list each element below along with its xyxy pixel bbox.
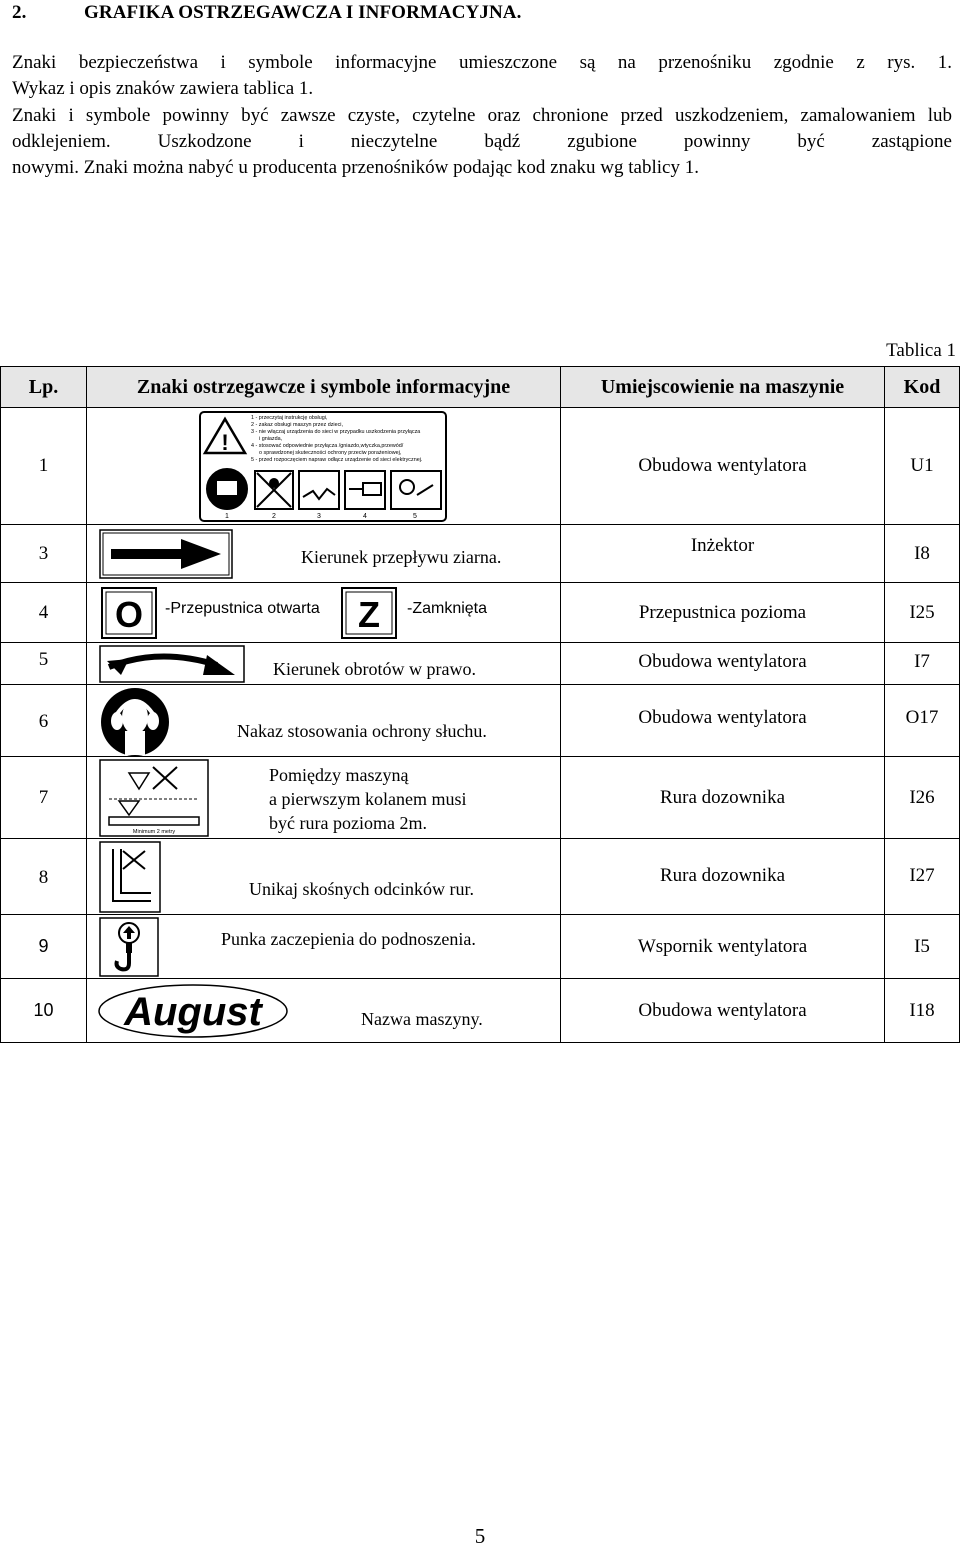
horizontal-pipe-length-icon [99,759,209,837]
row-code: I25 [885,583,960,643]
row-sign [87,685,561,757]
row-sign [87,839,561,915]
table-row [1,757,960,839]
paragraph-1-line-1: Znaki bezpieczeństwa i symbole informacyjne umieszczone są na przenośniku zgodnie z rys. 1. [12,52,952,73]
sticker-line: i gniazda, [259,436,283,442]
header-lp: Lp. [1,367,87,408]
section-heading [12,2,521,24]
row-code: U1 [885,408,960,525]
rotation-direction-arrow-icon [99,645,245,683]
row-location: Rura dozownika [561,757,885,839]
sticker-pictograms [207,469,441,509]
damaged-plug-icon [299,471,339,509]
row-code: I7 [885,643,960,685]
paragraph-1 [12,50,952,102]
row-lp: 3 [1,525,87,583]
row-code: I8 [885,525,960,583]
damper-closed-label: -Zamknięta [407,600,488,617]
row-sign [87,643,561,685]
table-row [1,839,960,915]
sticker-num: 2 [272,513,276,520]
table-row [1,408,960,525]
table-row [1,685,960,757]
damper-open-icon [101,587,157,639]
sticker-line: 5 - przed rozpoczęciem napraw odłącz urządzenie od sieci elektrycznej. [251,457,423,463]
sign-description: Nakaz stosowania ochrony słuchu. [237,721,487,741]
header-code: Kod [885,367,960,408]
table-row [1,583,960,643]
row-lp: 6 [1,685,87,757]
table-row [1,643,960,685]
sign-description: Kierunek przepływu ziarna. [301,547,502,567]
section-number: 2. [12,2,27,23]
row-lp: 9 [1,915,87,979]
pipe-min-length-label: Minimum 2 metry [132,829,176,835]
sticker-num: 5 [413,513,417,520]
table-header-row [1,367,960,408]
august-logo [95,981,291,1041]
sign-description: Punka zaczepienia do podnoszenia. [221,929,476,949]
sign-description: Nazwa maszyny. [361,1009,483,1029]
row-sign [87,915,561,979]
row-sign [87,408,561,525]
row-lp: 1 [1,408,87,525]
page-number: 5 [474,1524,486,1548]
row-lp: 4 [1,583,87,643]
sticker-line: 3 - nie włączaj urządzenia do sieci w przypadku uszkodzenia przyłącza [251,429,421,435]
desc-line: być rura pozioma 2m. [269,813,427,833]
sign-description [269,763,466,835]
sticker-line: 2 - zakaz obsługi maszyn przez dzieci, [251,422,343,428]
sticker-num: 1 [225,513,229,520]
row-lp: 5 [1,643,87,685]
sign-description: Kierunek obrotów w prawo. [273,659,476,679]
svg-text:!: ! [221,430,229,455]
row-location: Obudowa wentylatora [561,685,885,757]
sticker-num: 3 [317,513,321,520]
flow-direction-arrow-icon [99,529,233,579]
desc-line: Pomiędzy maszyną [269,765,409,785]
sticker-line: 1 - przeczytaj instrukcję obsługi, [251,415,328,421]
row-location: Inżektor [561,525,885,583]
row-location: Obudowa wentylatora [561,408,885,525]
sticker-num: 4 [363,513,367,520]
paragraph-2-body: Znaki i symbole powinny być zawsze czyste, czytelne oraz chronione przed uszkodzeniem, zamalowaniem lub odklejeniem. Uszkodzone i nieczytelne bądź zgubione powinny być zastąpione [12,105,952,152]
svg-text:August: August [124,990,262,1034]
signs-table [0,366,960,1043]
desc-line: a pierwszym kolanem musi [269,789,467,809]
damper-closed-icon [341,587,397,639]
row-location: Rura dozownika [561,839,885,915]
damper-open-label: -Przepustnica otwarta [165,600,320,617]
section-title: GRAFIKA OSTRZEGAWCZA I INFORMACYJNA. [84,2,522,23]
table-row [1,915,960,979]
row-code: I27 [885,839,960,915]
row-code: I26 [885,757,960,839]
row-location: Wspornik wentylatora [561,915,885,979]
unplug-icon [391,471,441,509]
row-sign [87,979,561,1043]
row-sign [87,525,561,583]
table-row [1,525,960,583]
row-sign [87,757,561,839]
safety-label-sticker [199,411,447,522]
row-lp: 7 [1,757,87,839]
sticker-line: o sprawdzonej skuteczności ochrony przeciw porażeniowej, [259,450,402,456]
header-location: Umiejscowienie na maszynie [561,367,885,408]
table-caption: Tablica 1 [886,340,956,361]
lifting-hook-icon [99,917,159,977]
paragraph-2 [12,103,952,181]
row-location: Przepustnica pozioma [561,583,885,643]
row-code: I18 [885,979,960,1043]
paragraph-1-line-2: Wykaz i opis znaków zawiera tablica 1. [12,78,314,99]
row-code: I5 [885,915,960,979]
table-row [1,979,960,1043]
avoid-oblique-pipes-icon [99,841,161,913]
svg-text:Z: Z [358,594,380,635]
sticker-line: 4 - stosować odpowiednie przyłącza /gniazdo,wtyczka,przewód/ [251,443,404,449]
ear-protection-icon [99,687,171,757]
row-code: O17 [885,685,960,757]
row-location: Obudowa wentylatora [561,643,885,685]
paragraph-2-end: nowymi. Znaki można nabyć u producenta przenośników podając kod znaku wg tablicy 1. [12,157,699,178]
header-signs: Znaki ostrzegawcze i symbole informacyjne [87,367,561,408]
row-lp: 8 [1,839,87,915]
row-lp: 10 [1,979,87,1043]
row-location: Obudowa wentylatora [561,979,885,1043]
sign-description: Unikaj skośnych odcinków rur. [249,879,474,899]
row-sign [87,583,561,643]
svg-text:O: O [114,594,144,635]
